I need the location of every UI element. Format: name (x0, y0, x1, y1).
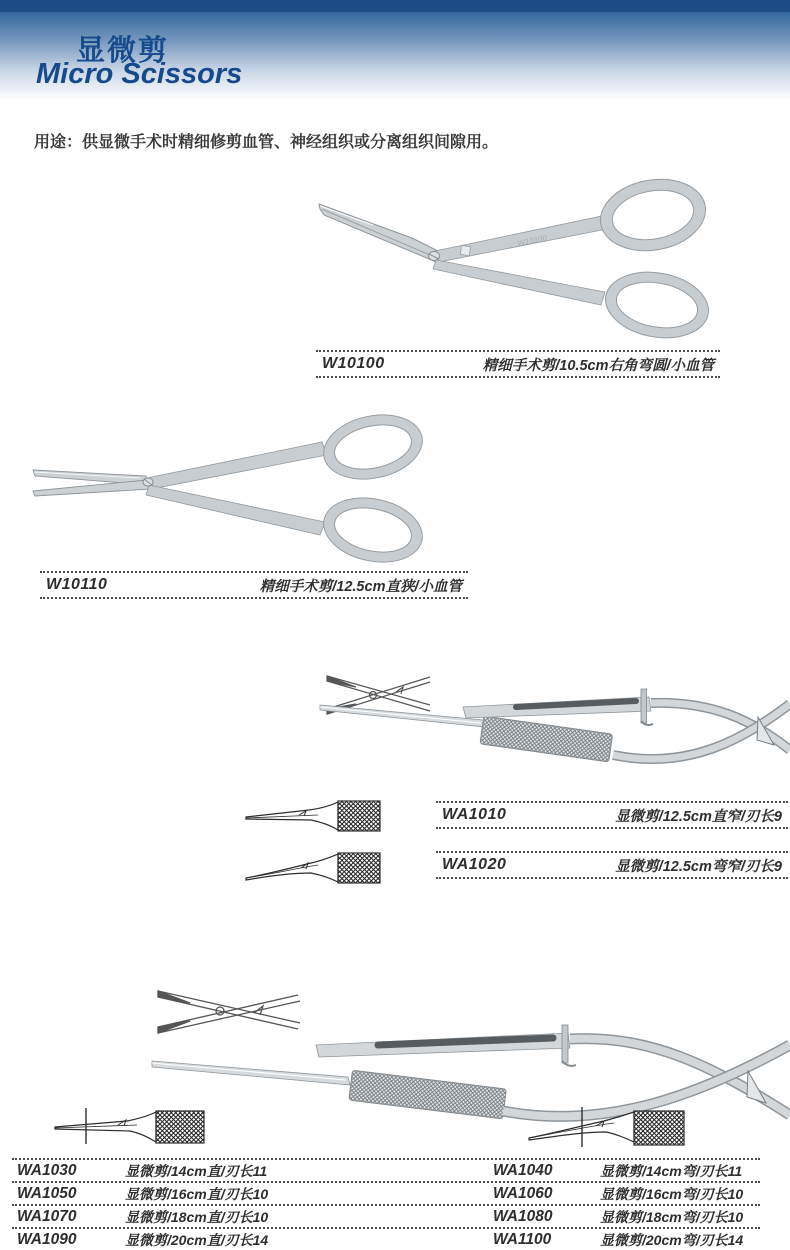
right-code: WA1080 (493, 1207, 553, 1225)
left-desc: 显微剪/16cm直/刃长10 (125, 1185, 269, 1202)
product-label-row (436, 801, 788, 829)
spec-table (12, 1158, 760, 1250)
product-desc: 显微剪/12.5cm直窄/刃长9 (615, 808, 782, 825)
product-image-wa1010 (311, 661, 790, 779)
product-label-row (316, 350, 720, 378)
left-code: WA1050 (17, 1184, 77, 1202)
product-label-row (436, 851, 788, 879)
usage-text: 用途：供显微手术时精细修剪血管、神经组织或分离组织间隙用。 (34, 134, 499, 151)
blade-detail-curved (243, 847, 383, 889)
right-desc: 显微剪/18cm弯/刃长10 (600, 1208, 744, 1225)
right-code: WA1060 (493, 1184, 553, 1202)
spring-scissors-illustration (311, 661, 790, 779)
tip-detail-line-drawing (158, 991, 300, 1033)
left-code: WA1090 (17, 1230, 77, 1248)
page-header (0, 0, 790, 100)
product-code: W10110 (46, 576, 108, 593)
left-desc: 显微剪/14cm直/刃长11 (125, 1162, 268, 1179)
left-desc: 显微剪/18cm直/刃长10 (125, 1208, 269, 1225)
right-desc: 显微剪/20cm弯/刃长14 (600, 1231, 744, 1248)
table-row (12, 1229, 760, 1250)
product-code: WA1020 (442, 856, 507, 873)
right-code: WA1040 (493, 1161, 553, 1179)
straight-blade-measured-drawing (52, 1106, 212, 1146)
straight-scissors-illustration (20, 410, 468, 574)
product-desc: 精细手术剪/12.5cm直狭/小血管 (259, 578, 462, 595)
product-image-w10110 (20, 410, 468, 574)
angled-scissors-illustration (303, 172, 740, 352)
blade-detail-straight-measured (52, 1106, 212, 1146)
curved-blade-drawing (243, 847, 383, 889)
table-row (12, 1206, 760, 1229)
curved-blade-measured-drawing (526, 1104, 696, 1150)
page-title-en: Micro Scissors (36, 58, 243, 90)
product-desc: 精细手术剪/10.5cm右角弯圆/小血管 (482, 357, 714, 374)
right-desc: 显微剪/14cm弯/刃长11 (600, 1162, 743, 1179)
product-code: WA1010 (442, 806, 507, 823)
table-row (12, 1160, 760, 1183)
product-image-w10100 (303, 172, 740, 352)
product-label-row (40, 571, 468, 599)
blade-detail-straight (243, 797, 383, 835)
shaft-engraving: W10100 (516, 233, 548, 248)
blade-detail-curved-measured (526, 1104, 696, 1150)
header-top-bar (0, 0, 790, 12)
product-desc: 显微剪/12.5cm弯窄/刃长9 (615, 858, 782, 875)
right-desc: 显微剪/16cm弯/刃长10 (600, 1185, 744, 1202)
table-row (12, 1183, 760, 1206)
left-code: WA1030 (17, 1161, 77, 1179)
left-desc: 显微剪/20cm直/刃长14 (125, 1231, 269, 1248)
straight-blade-drawing (243, 797, 383, 835)
product-code: W10100 (322, 355, 385, 372)
right-code: WA1100 (493, 1230, 552, 1248)
left-code: WA1070 (17, 1207, 77, 1225)
page-title-cn: 显微剪 (76, 35, 170, 67)
